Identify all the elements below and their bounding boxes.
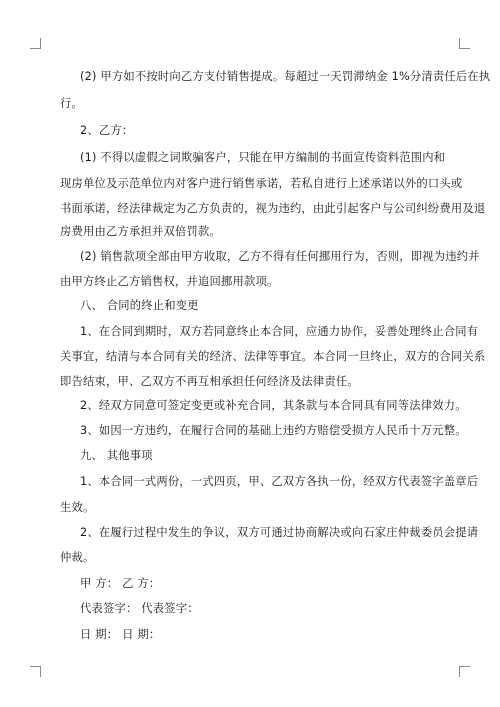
paragraph-late-payment-line-2: 行。	[60, 97, 83, 110]
paragraph-no-false-claims-line-4: 房费用由乙方承担并双倍罚款。	[60, 225, 221, 238]
corner-mark-top-right	[459, 38, 470, 49]
paragraph-copies-line-2: 生效。	[60, 501, 95, 514]
paragraph-sales-funds-line-2: 由甲方终止乙方销售权，并追回挪用款项。	[60, 275, 279, 288]
paragraph-disputes-line-1: 2、在履行过程中发生的争议，双方可通过协商解决或向石家庄仲裁委员会提请	[80, 526, 479, 539]
corner-mark-bottom-right	[459, 666, 470, 677]
heading-party-b: 2、乙方：	[80, 124, 134, 137]
corner-mark-bottom-left	[30, 666, 41, 677]
paragraph-copies-line-1: 1、本合同一式两份，一式四页，甲、乙双方各执一份，经双方代表签字盖章后	[80, 475, 479, 488]
paragraph-termination-line-1: 1、在合同到期时，双方若同意终止本合同，应通力协作，妥善处理终止合同有	[80, 325, 479, 338]
paragraph-sales-funds-line-1: (2) 销售款项全部由甲方收取，乙方不得有任何挪用行为，否则，即视为违约并	[80, 250, 480, 263]
signature-parties: 甲 方： 乙 方：	[80, 577, 161, 590]
paragraph-breach-compensation: 3、如因一方违约，在履行合同的基础上违约方赔偿受损方人民币十万元整。	[80, 424, 467, 437]
paragraph-no-false-claims-line-2: 现房单位及示范单位内对客户进行销售承诺，若私自进行上述承诺以外的口头或	[60, 177, 463, 190]
paragraph-no-false-claims-line-1: (1) 不得以虚假之词欺骗客户，只能在甲方编制的书面宣传资料范围内和	[80, 151, 446, 164]
signature-representatives: 代表签字： 代表签字：	[80, 602, 199, 615]
corner-mark-top-left	[30, 38, 41, 49]
paragraph-no-false-claims-line-3: 书面承诺，经法律裁定为乙方负责的，视为违约，由此引起客户与公司纠纷费用及退	[60, 202, 486, 215]
paragraph-termination-line-2: 关事宜，结清与本合同有关的经济、法律等事宜。本合同一旦终止，双方的合同关系	[60, 350, 486, 363]
heading-section-9: 九、 其他事项	[80, 449, 153, 462]
paragraph-disputes-line-2: 仲裁。	[60, 551, 95, 564]
paragraph-late-payment-line-1: (2) 甲方如不按时向乙方支付销售提成。每超过一天罚滞纳金 1%分清责任后在执	[80, 70, 491, 83]
heading-section-8: 八、 合同的终止和变更	[80, 299, 199, 312]
paragraph-termination-line-3: 即告结束，甲、乙双方不再互相承担任何经济及法律责任。	[60, 375, 359, 388]
signature-dates: 日 期： 日 期：	[80, 628, 161, 641]
paragraph-amendment: 2、经双方同意可签定变更或补充合同，其条款与本合同具有同等法律效力。	[80, 399, 467, 412]
